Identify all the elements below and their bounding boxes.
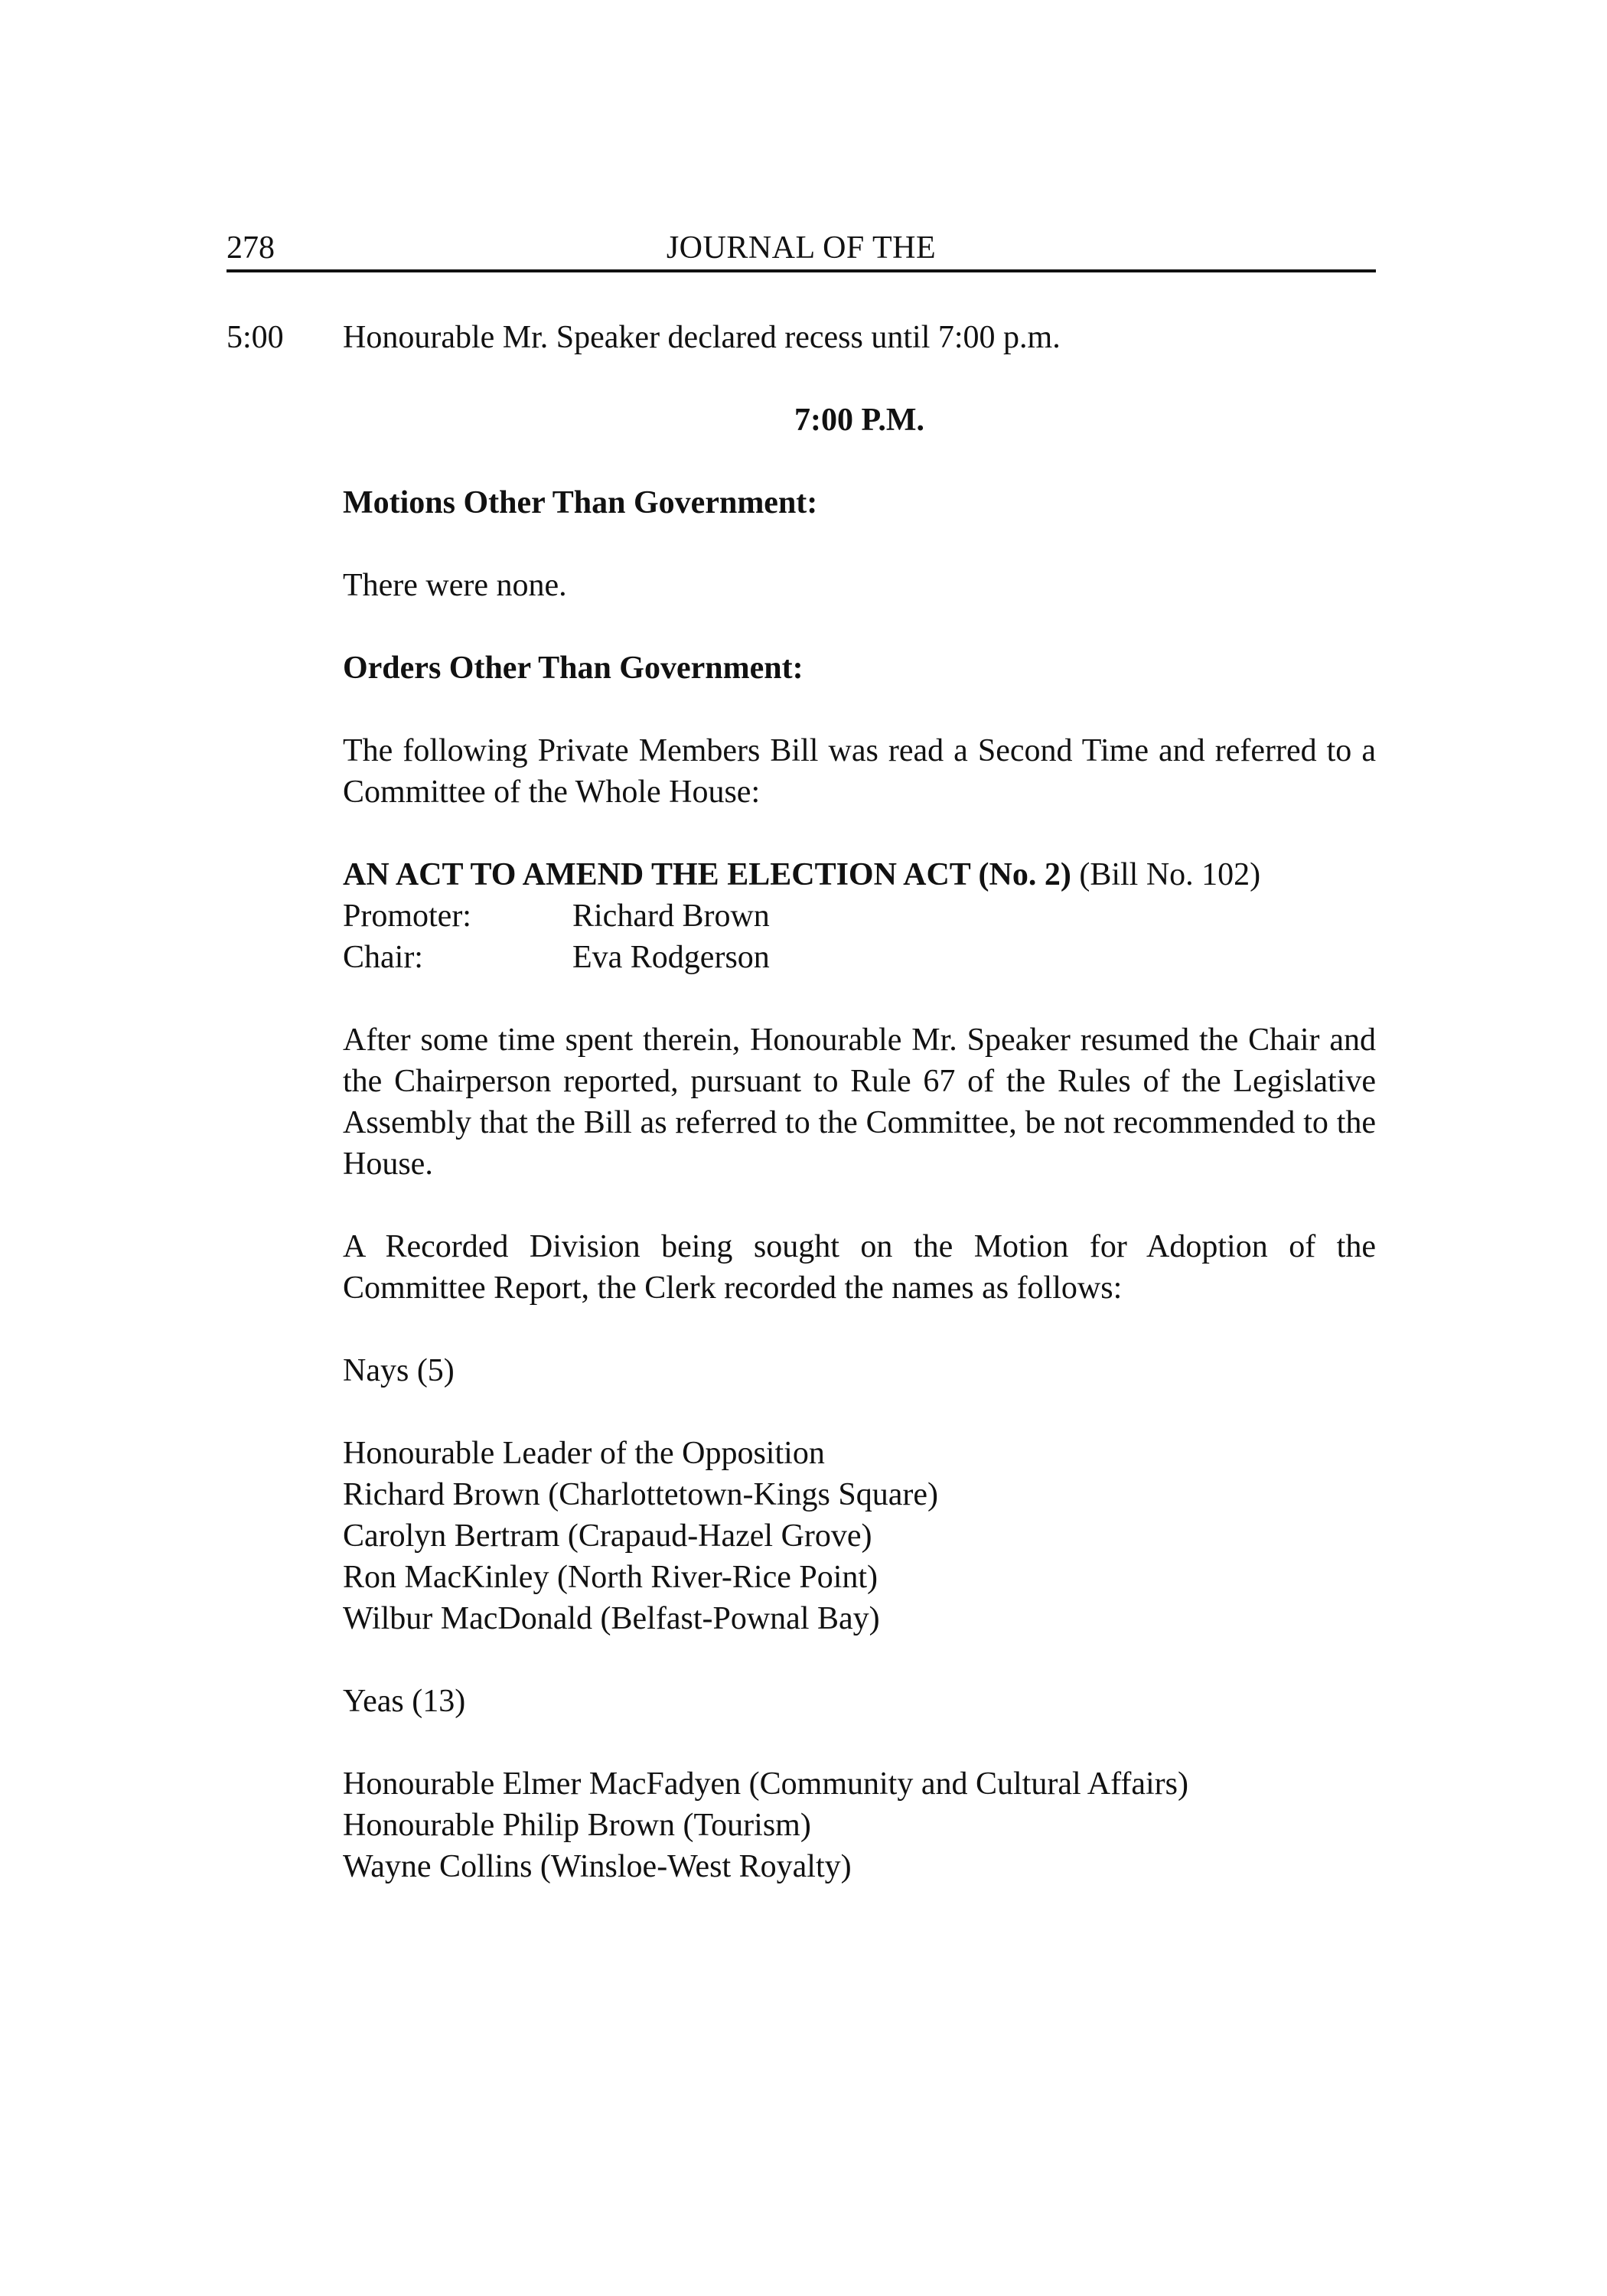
- recess-text: Honourable Mr. Speaker declared recess until 7:00 p.m.: [343, 320, 1061, 355]
- chair-line: [343, 937, 1384, 978]
- motions-text: There were none.: [343, 568, 567, 603]
- promoter-name: Richard Brown: [572, 899, 770, 934]
- promoter-label: Promoter:: [343, 899, 471, 934]
- chair-name: Eva Rodgerson: [572, 940, 770, 975]
- nays-list: [343, 1433, 1376, 1639]
- yeas-heading: Yeas (13): [343, 1684, 466, 1719]
- page-number: 278: [227, 230, 275, 266]
- report-paragraph: After some time spent therein, Honourable Mr. Speaker resumed the Chair and the Chairperson reported, pursuant to Rule 67 of the Rules of the Legislative Assembly that the Bill as referred to the Committee, be not recommended to the House.: [343, 1022, 1376, 1182]
- chair-label: Chair:: [343, 940, 423, 975]
- promoter-line: [343, 895, 1384, 937]
- bill-title: AN ACT TO AMEND THE ELECTION ACT (No. 2): [343, 857, 1071, 892]
- running-title: JOURNAL OF THE: [666, 230, 937, 266]
- yea-member: Wayne Collins (Winsloe-West Royalty): [343, 1849, 852, 1884]
- orders-heading: Orders Other Than Government:: [343, 651, 804, 686]
- nay-member: Honourable Leader of the Opposition: [343, 1436, 825, 1471]
- yea-member: Honourable Philip Brown (Tourism): [343, 1808, 811, 1843]
- recess-time: 5:00: [227, 320, 284, 355]
- nay-member: Ron MacKinley (North River-Rice Point): [343, 1560, 878, 1595]
- motions-heading: Motions Other Than Government:: [343, 485, 818, 520]
- page-header: [227, 227, 1376, 272]
- nay-member: Richard Brown (Charlottetown-Kings Square): [343, 1477, 939, 1512]
- division-paragraph: A Recorded Division being sought on the Motion for Adoption of the Committee Report, the Clerk recorded the names as follows:: [343, 1229, 1376, 1306]
- yeas-list: [343, 1763, 1376, 1887]
- nays-heading: Nays (5): [343, 1353, 455, 1388]
- bill-block: [343, 854, 1384, 978]
- nay-member: Carolyn Bertram (Crapaud-Hazel Grove): [343, 1518, 872, 1554]
- yea-member: Honourable Elmer MacFadyen (Community and Cultural Affairs): [343, 1766, 1188, 1802]
- orders-intro: The following Private Members Bill was read a Second Time and referred to a Committee of the Whole House:: [343, 733, 1376, 810]
- bill-number: (Bill No. 102): [1071, 857, 1261, 892]
- bill-title-line: [343, 854, 1384, 895]
- nay-member: Wilbur MacDonald (Belfast-Pownal Bay): [343, 1601, 880, 1636]
- session-time-heading: 7:00 P.M.: [794, 403, 924, 438]
